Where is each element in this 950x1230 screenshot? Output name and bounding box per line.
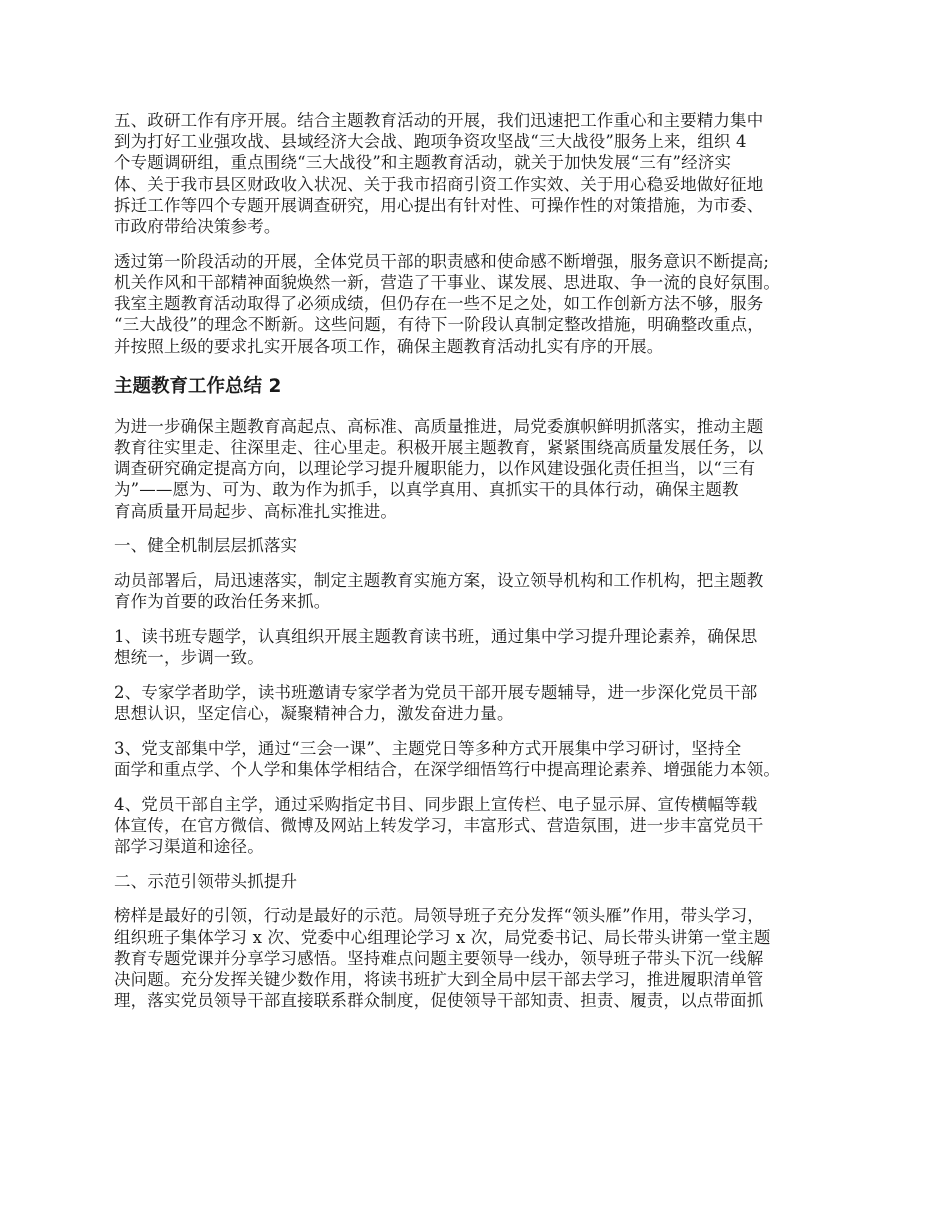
list-item-1 bbox=[114, 626, 849, 668]
text-line: 二、示范引领带头抓提升 bbox=[114, 871, 298, 891]
text-line: “三大战役”的理念不断新。这些问题，有待下一阶段认真制定整改措施，明确整改重点， bbox=[114, 315, 764, 335]
text-line: 体宣传，在官方微信、微博及网站上转发学习，丰富形式、营造氛围，进一步丰富党员干 bbox=[114, 815, 764, 835]
text-line: 透过第一阶段活动的开展，全体党员干部的职责感和使命感不断增强，服务意识不断提高; bbox=[114, 251, 770, 271]
text-line: 机关作风和干部精神面貌焕然一新，营造了干事业、谋发展、思进取、争一流的良好氛围。 bbox=[114, 272, 780, 292]
text-line: 教育往实里走、往深里走、往心里走。积极开展主题教育，紧紧围绕高质量发展任务，以 bbox=[114, 437, 764, 457]
paragraph-policy-research bbox=[114, 110, 849, 237]
paragraph-leadership bbox=[114, 905, 849, 1011]
text-line: 育作为首要的政治任务来抓。 bbox=[114, 592, 331, 612]
paragraph-first-stage-summary bbox=[114, 251, 849, 357]
text-line: 2、专家学者助学，读书班邀请专家学者为党员干部开展专题辅导，进一步深化党员干部 bbox=[114, 682, 758, 702]
text-line: 教育专题党课并分享学习感悟。坚持难点问题主要领导一线办，领导班子带头下沉一线解 bbox=[114, 948, 764, 968]
text-line: 体、关于我市县区财政收入状况、关于我市招商引资工作实效、关于用心稳妥地做好征地 bbox=[114, 174, 764, 194]
text-line: 市政府带给决策参考。 bbox=[114, 217, 281, 237]
text-line: 面学和重点学、个人学和集体学相结合，在深学细悟笃行中提高理论素养、增强能力本领。 bbox=[114, 759, 780, 779]
text-line: 想统一，步调一致。 bbox=[114, 648, 264, 668]
text-line: 3、党支部集中学，通过“三会一课”、主题党日等多种方式开展集中学习研讨，坚持全 bbox=[114, 738, 742, 758]
text-line: 拆迁工作等四个专题开展调查研究，用心提出有针对性、可操作性的对策措施，为市委、 bbox=[114, 195, 764, 215]
paragraph-deployment bbox=[114, 570, 849, 612]
list-item-2 bbox=[114, 682, 849, 724]
text-line: 为”——愿为、可为、敢为作为抓手，以真学真用、真抓实干的具体行动，确保主题教 bbox=[114, 480, 739, 500]
document-page bbox=[114, 110, 849, 1025]
text-line: 五、政研工作有序开展。结合主题教育活动的开展，我们迅速把工作重心和主要精力集中 bbox=[114, 111, 764, 130]
subheading-leadership bbox=[114, 871, 849, 892]
subheading-mechanism bbox=[114, 535, 849, 556]
text-line: 1、读书班专题学，认真组织开展主题教育读书班，通过集中学习提升理论素养，确保思 bbox=[114, 626, 758, 646]
text-line: 并按照上级的要求扎实开展各项工作，确保主题教育活动扎实有序的开展。 bbox=[114, 336, 664, 356]
text-line: 个专题调研组，重点围绕“三大战役”和主题教育活动，就关于加快发展“三有”经济实 bbox=[114, 153, 732, 173]
text-line: 到为打好工业强攻战、县域经济大会战、跑项争资攻坚战“三大战役”服务上来，组织 4 bbox=[114, 132, 747, 152]
text-line: 组织班子集体学习 x 次、党委中心组理论学习 x 次，局党委书记、局长带头讲第一堂主题 bbox=[114, 927, 771, 947]
text-line: 我室主题教育活动取得了必须成绩，但仍存在一些不足之处，如工作创新方法不够，服务 bbox=[114, 294, 764, 314]
text-line: 部学习渠道和途径。 bbox=[114, 836, 264, 856]
text-line: 4、党员干部自主学，通过采购指定书目、同步跟上宣传栏、电子显示屏、宣传横幅等载 bbox=[114, 794, 758, 814]
paragraph-intro bbox=[114, 416, 849, 522]
text-line: 理，落实党员领导干部直接联系群众制度，促使领导干部知责、担责、履责，以点带面抓 bbox=[114, 991, 764, 1011]
text-line: 为进一步确保主题教育高起点、高标准、高质量推进，局党委旗帜鲜明抓落实，推动主题 bbox=[114, 416, 764, 436]
text-line: 动员部署后，局迅速落实，制定主题教育实施方案，设立领导机构和工作机构，把主题教 bbox=[114, 570, 764, 590]
text-line: 育高质量开局起步、高标准扎实推进。 bbox=[114, 501, 398, 521]
list-item-4 bbox=[114, 794, 849, 858]
list-item-3 bbox=[114, 738, 849, 780]
text-line: 一、健全机制层层抓落实 bbox=[114, 536, 298, 556]
text-line: 调查研究确定提高方向，以理论学习提升履职能力，以作风建设强化责任担当，以“三有 bbox=[114, 459, 756, 479]
text-line: 思想认识，坚定信心，凝聚精神合力，激发奋进力量。 bbox=[114, 703, 514, 723]
text-line: 榜样是最好的引领，行动是最好的示范。局领导班子充分发挥“领头雁”作用，带头学习， bbox=[114, 906, 764, 926]
section-heading: 主题教育工作总结 2 bbox=[114, 375, 282, 397]
text-line: 决问题。充分发挥关键少数作用，将读书班扩大到全局中层干部去学习，推进履职清单管 bbox=[114, 970, 764, 989]
